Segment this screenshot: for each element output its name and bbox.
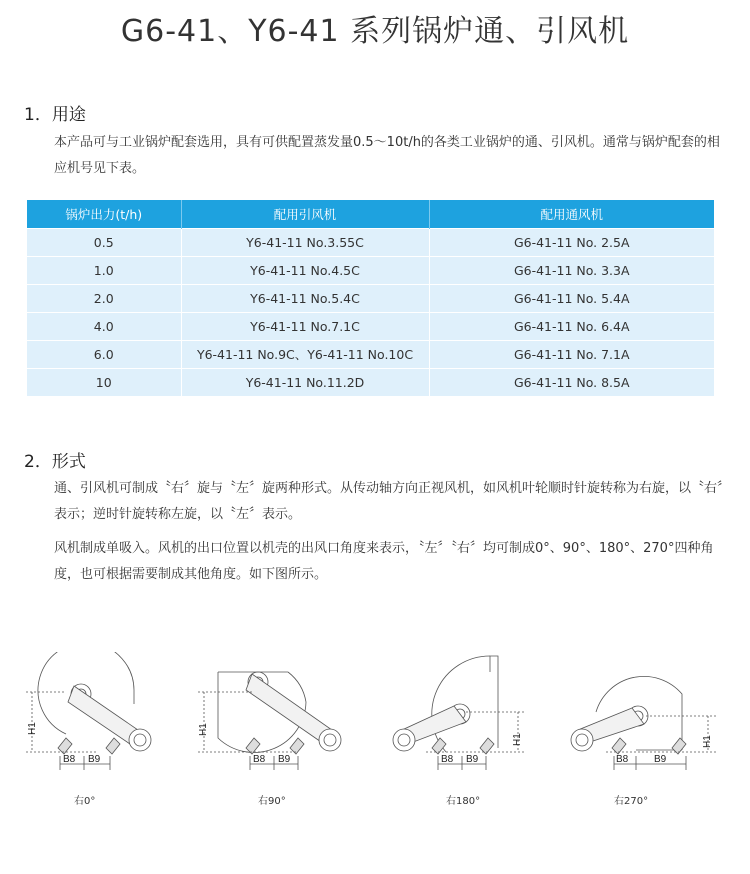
table-cell: 1.0 <box>27 256 181 284</box>
table-cell: 2.0 <box>27 284 181 312</box>
form-paragraph-2 <box>24 536 724 588</box>
belt-arm <box>246 674 332 744</box>
table-cell: Y6-41-11 No.7.1C <box>181 312 429 340</box>
table-cell: Y6-41-11 No.5.4C <box>181 284 429 312</box>
table-cell: G6-41-11 No. 6.4A <box>429 312 714 340</box>
form-text-2: 风机制成单吸入。风机的出口位置以机壳的出风口角度来表示，〝左〞〝右〞均可制成0°、90°、180°、270°四种角度，也可根据需要制成其他角度。如下图所示。 <box>54 541 714 582</box>
b8-label: B8 <box>441 754 454 765</box>
page-title: G6-41、Y6-41 系列锅炉通、引风机 <box>120 14 630 49</box>
belt-arm <box>68 686 138 744</box>
fan-diagram-right-180 <box>386 652 536 772</box>
table-cell: 10 <box>27 368 181 396</box>
h1-label: H1 <box>702 735 713 748</box>
fan-spec-table <box>27 200 714 396</box>
fan-diagram-right-90 <box>196 652 356 772</box>
table-cell: G6-41-11 No. 8.5A <box>429 368 714 396</box>
fan-diagram-right-270 <box>566 652 726 772</box>
table-row <box>27 312 714 340</box>
b9-label: B9 <box>278 754 291 765</box>
column-header: 锅炉出力(t/h) <box>27 200 181 228</box>
fan-diagram-right-0 <box>26 652 166 772</box>
table-cell: G6-41-11 No. 5.4A <box>429 284 714 312</box>
table-cell: Y6-41-11 No.3.55C <box>181 228 429 256</box>
b8-label: B8 <box>616 754 629 765</box>
table-cell: 0.5 <box>27 228 181 256</box>
usage-text: 本产品可与工业锅炉配套选用，具有可供配置蒸发量0.5～10t/h的各类工业锅炉的通、引风机。通常与锅炉配套的相应机号见下表。 <box>54 135 720 176</box>
table-row <box>27 284 714 312</box>
diagram-caption: 右0° <box>74 796 96 807</box>
table-cell: Y6-41-11 No.4.5C <box>181 256 429 284</box>
table-cell: G6-41-11 No. 3.3A <box>429 256 714 284</box>
diagram-caption: 右180° <box>446 796 481 807</box>
form-paragraph-1 <box>24 476 724 528</box>
b8-label: B8 <box>63 754 76 765</box>
diagram-caption: 右270° <box>614 796 649 807</box>
table-cell: G6-41-11 No. 2.5A <box>429 228 714 256</box>
table-row <box>27 368 714 396</box>
h1-label: H1 <box>512 733 523 746</box>
table-row <box>27 256 714 284</box>
section-heading-usage: 1．用途 <box>24 105 86 125</box>
table-cell: 4.0 <box>27 312 181 340</box>
table-cell: 6.0 <box>27 340 181 368</box>
b8-label: B8 <box>253 754 266 765</box>
table-cell: Y6-41-11 No.11.2D <box>181 368 429 396</box>
usage-paragraph <box>24 130 724 182</box>
b9-label: B9 <box>466 754 479 765</box>
h1-label: H1 <box>27 722 38 735</box>
b9-label: B9 <box>88 754 101 765</box>
column-header: 配用通风机 <box>429 200 714 228</box>
column-header: 配用引风机 <box>181 200 429 228</box>
b9-label: B9 <box>654 754 667 765</box>
table-row <box>27 228 714 256</box>
h1-label: H1 <box>198 723 209 736</box>
table-header-row <box>27 200 714 228</box>
table-cell: Y6-41-11 No.9C、Y6-41-11 No.10C <box>181 340 429 368</box>
fan-casing <box>596 676 682 750</box>
form-text-1: 通、引风机可制成〝右〞旋与〝左〞旋两种形式。从传动轴方向正视风机，如风机叶轮顺时针旋转称为右旋，以〝右〞表示；逆时针旋转称左旋，以〝左〞表示。 <box>54 481 724 522</box>
table-row <box>27 340 714 368</box>
section-heading-form: 2．形式 <box>24 452 86 472</box>
table-cell: G6-41-11 No. 7.1A <box>429 340 714 368</box>
diagram-caption: 右90° <box>258 796 286 807</box>
